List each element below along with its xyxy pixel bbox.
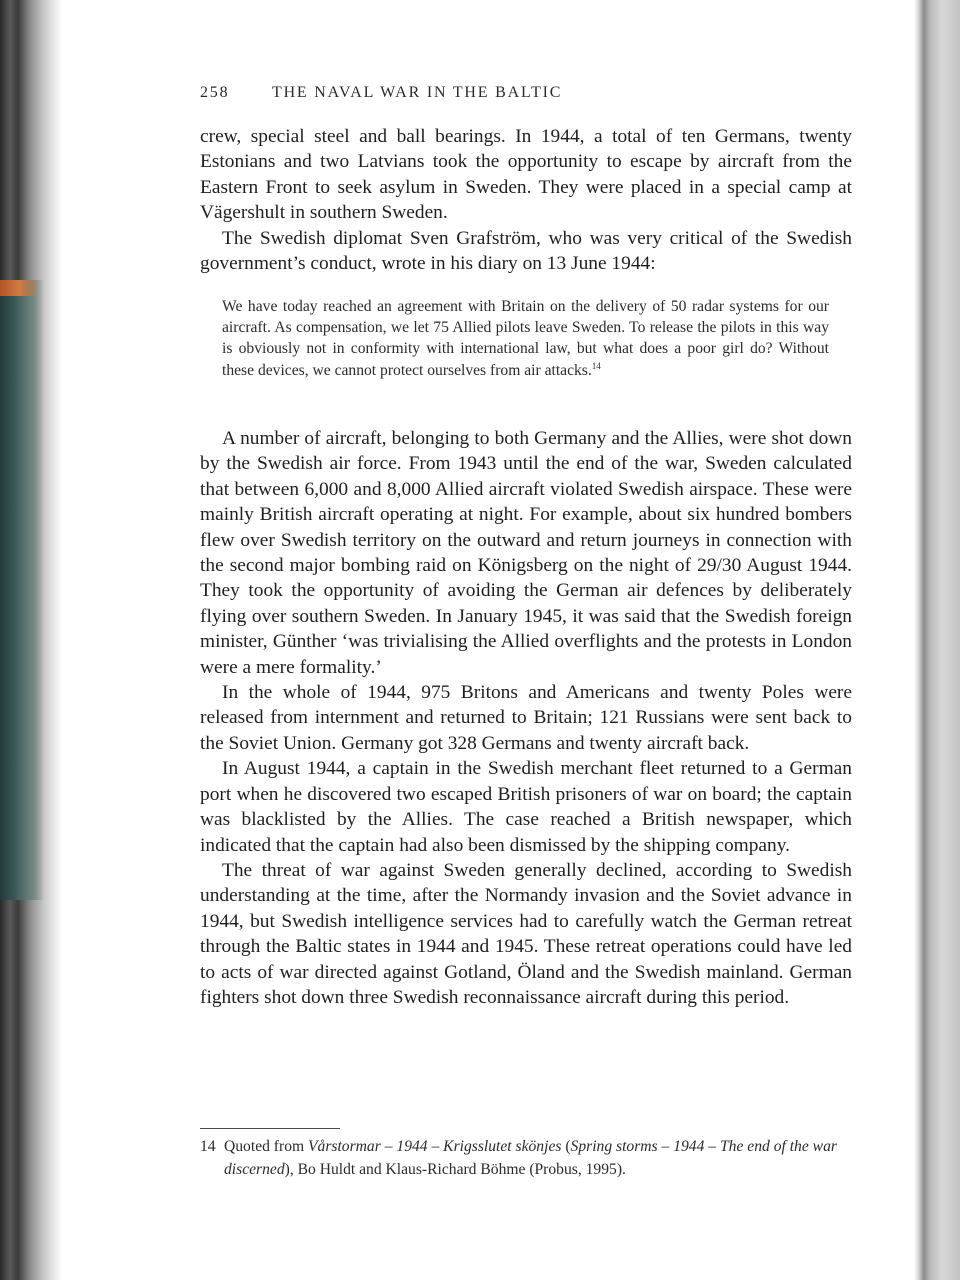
footnote-source-title: Vårstormar – 1944 – Krigsslutet skönjes [308,1138,562,1155]
block-quote-text [222,296,829,381]
footnote-prefix: Quoted from [224,1138,309,1155]
running-title: THE NAVAL WAR IN THE BALTIC [272,84,563,101]
block-quote [222,296,829,381]
footnote-text [224,1136,852,1181]
footnote-rule [200,1128,340,1129]
footnote-number: 14 [200,1138,216,1155]
paragraph: A number of aircraft, belonging to both Germany and the Allies, were shot down by the Swedish air force. From 1943 until the end of the war, Sweden calculated that between 6,000 and 8,000 Allied aircraft violated Swedish airspace. These were mainly British aircraft operating at night. For example, about six hundred bombers flew over Swedish territory on the outward and return journeys in connection with the second major bombing raid on Königsberg on the night of 29/30 August 1944. They took the opportunity of avoiding the German air defences by deliberately flying over southern Sweden. In January 1945, it was said that the Swedish foreign minister, Günther ‘was trivialising the Allied overflights and the protests in London were a mere formality.’ [200,428,852,678]
footnote [200,1136,852,1181]
running-head [200,84,852,102]
paragraph: In the whole of 1944, 975 Britons and Americans and twenty Poles were released from internment and returned to Britain; 121 Russians were sent back to the Soviet Union. Germany got 328 Germans and twenty aircraft back. [200,682,852,754]
paragraph: The threat of war against Sweden generally declined, according to Swedish understanding at the time, after the Normandy invasion and the Soviet advance in 1944, but Swedish intelligence services had to carefully watch the German retreat through the Baltic states in 1944 and 1945. These retreat operations could have led to acts of war directed against Gotland, Öland and the Swedish mainland. German fighters shot down three Swedish reconnaissance aircraft during this period. [200,859,852,1008]
body-text-main [200,426,852,1010]
footnote-suffix: ), Bo Huldt and Klaus-Richard Böhme (Probus, 1995). [284,1160,626,1178]
quote-text: We have today reached an agreement with Britain on the delivery of 50 radar systems for our aircraft. As compensation, we let 75 Allied pilots leave Sweden. To release the pilots in this way is obviously not in conformity with international law, but what does a poor girl do? Without these devices, we cannot protect ourselves from air attacks. [222,298,829,379]
paragraph: The Swedish diplomat Sven Grafström, who was very critical of the Swedish government’s conduct, wrote in his diary on 13 June 1944: [200,227,852,275]
body-text-top [200,124,852,276]
scan-cover-stripe [0,280,40,296]
footnote-translation: Spring storms – 1944 – The end of the war discerned [224,1138,837,1178]
footnote-reference: 14 [591,360,601,371]
scan-cover-edge [0,280,44,900]
footnote-mid: ( [561,1138,571,1155]
paragraph: In August 1944, a captain in the Swedish merchant fleet returned to a German port when he discovered two escaped British prisoners of war on board; the captain was blacklisted by the Allies. The case reached a British newspaper, which indicated that the captain had also been dismissed by the shipping company. [200,758,852,856]
page-number: 258 [200,84,230,101]
scan-shadow-right [914,0,960,1280]
paragraph: crew, special steel and ball bearings. In 1944, a total of ten Germans, twenty Estonians and two Latvians took the opportunity to escape by aircraft from the Eastern Front to seek asylum in Sweden. They were placed in a special camp at Vägershult in southern Sweden. [200,126,852,224]
